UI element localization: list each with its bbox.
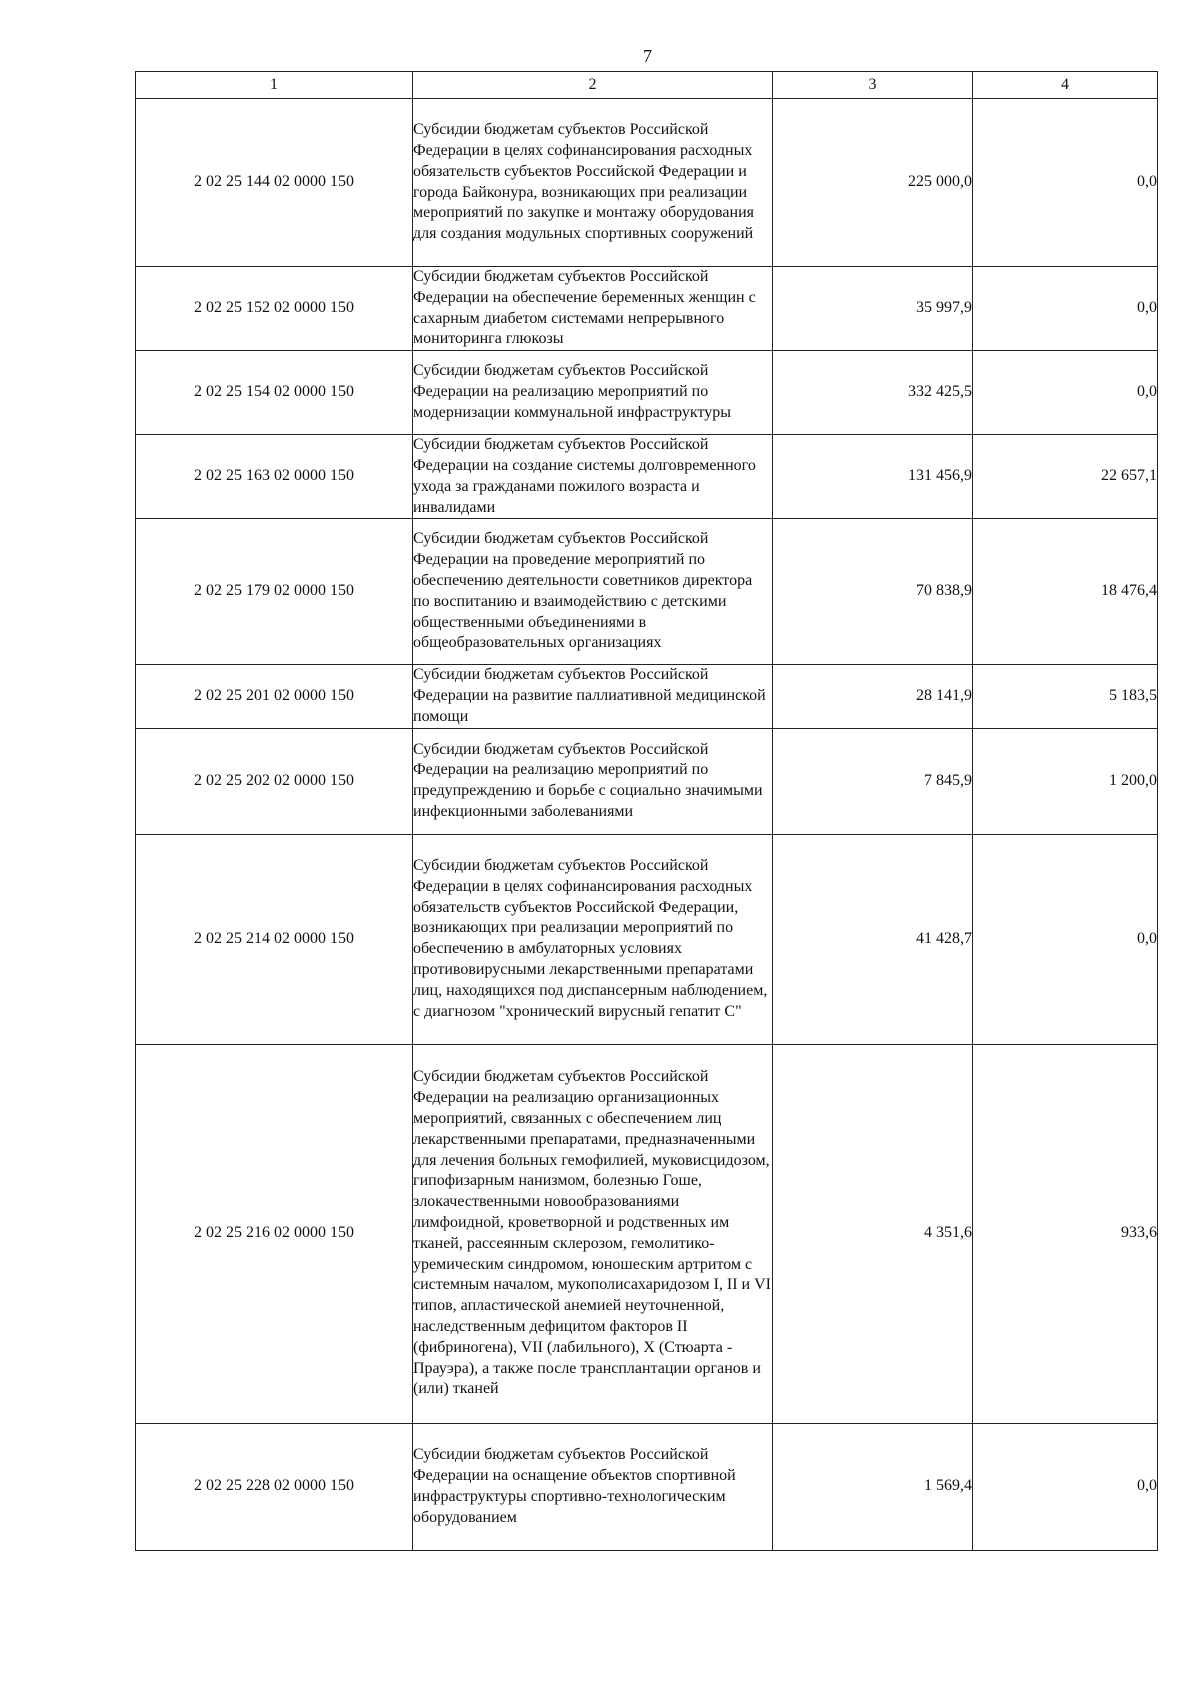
subsidy-description: Субсидии бюджетам субъектов Российской Федерации на реализацию мероприятий по модернизации коммунальной инфраструктуры <box>413 351 773 435</box>
table-row <box>136 99 1158 267</box>
amount-col3: 35 997,9 <box>773 267 973 351</box>
column-header-1: 1 <box>136 72 413 99</box>
amount-col4: 5 183,5 <box>973 665 1158 728</box>
amount-col4: 0,0 <box>973 834 1158 1044</box>
amount-col4: 933,6 <box>973 1044 1158 1423</box>
amount-col3: 7 845,9 <box>773 728 973 834</box>
amount-col4: 0,0 <box>973 99 1158 267</box>
budget-code: 2 02 25 154 02 0000 150 <box>136 351 413 435</box>
amount-col4: 1 200,0 <box>973 728 1158 834</box>
subsidy-description: Субсидии бюджетам субъектов Российской Федерации на создание системы долговременного ухода за гражданами пожилого возраста и инвалидами <box>413 435 773 519</box>
table-row <box>136 728 1158 834</box>
amount-col4: 18 476,4 <box>973 519 1158 665</box>
budget-code: 2 02 25 144 02 0000 150 <box>136 99 413 267</box>
amount-col3: 28 141,9 <box>773 665 973 728</box>
budget-code: 2 02 25 163 02 0000 150 <box>136 435 413 519</box>
budget-code: 2 02 25 201 02 0000 150 <box>136 665 413 728</box>
budget-code: 2 02 25 228 02 0000 150 <box>136 1423 413 1550</box>
column-header-4: 4 <box>973 72 1158 99</box>
subsidy-description: Субсидии бюджетам субъектов Российской Федерации на развитие паллиативной медицинской помощи <box>413 665 773 728</box>
header-row <box>136 72 1158 99</box>
column-header-3: 3 <box>773 72 973 99</box>
subsidy-description: Субсидии бюджетам субъектов Российской Федерации в целях софинансирования расходных обязательств субъектов Российской Федерации и города Байконура, возникающих при реализации мероприятий по закупке и монтажу оборудования для создания модульных спортивных сооружений <box>413 99 773 267</box>
subsidy-description: Субсидии бюджетам субъектов Российской Федерации на реализацию мероприятий по предупреждению и борьбе с социально значимыми инфекционными заболеваниями <box>413 728 773 834</box>
amount-col4: 0,0 <box>973 1423 1158 1550</box>
budget-code: 2 02 25 214 02 0000 150 <box>136 834 413 1044</box>
table-row <box>136 351 1158 435</box>
amount-col3: 131 456,9 <box>773 435 973 519</box>
subsidy-description: Субсидии бюджетам субъектов Российской Федерации на обеспечение беременных женщин с сахарным диабетом системами непрерывного мониторинга глюкозы <box>413 267 773 351</box>
table-row <box>136 435 1158 519</box>
table-body <box>136 99 1158 1551</box>
amount-col3: 70 838,9 <box>773 519 973 665</box>
budget-code: 2 02 25 152 02 0000 150 <box>136 267 413 351</box>
budget-code: 2 02 25 216 02 0000 150 <box>136 1044 413 1423</box>
subsidy-description: Субсидии бюджетам субъектов Российской Федерации на реализацию организационных мероприятий, связанных с обеспечением лиц лекарственными препаратами, предназначенными для лечения больных гемофилией, муковисцидозом, гипофизарным нанизмом, болезнью Гоше, злокачественными новообразованиями лимфоидной, кроветворной и родственных им тканей, рассеянным склерозом, гемолитико-уремическим синдромом, юношеским артритом с системным началом, мукополисахаридозом I, II и VI типов, апластической анемией неуточненной, наследственным дефицитом факторов II (фибриногена), VII (лабильного), X (Стюарта - Прауэра), а также после трансплантации органов и (или) тканей <box>413 1044 773 1423</box>
amount-col3: 1 569,4 <box>773 1423 973 1550</box>
table-row <box>136 1044 1158 1423</box>
amount-col4: 0,0 <box>973 351 1158 435</box>
column-header-2: 2 <box>413 72 773 99</box>
budget-code: 2 02 25 202 02 0000 150 <box>136 728 413 834</box>
budget-table <box>135 71 1158 1551</box>
amount-col4: 22 657,1 <box>973 435 1158 519</box>
amount-col3: 41 428,7 <box>773 834 973 1044</box>
subsidy-description: Субсидии бюджетам субъектов Российской Федерации на проведение мероприятий по обеспечению деятельности советников директора по воспитанию и взаимодействию с детскими общественными объединениями в общеобразовательных организациях <box>413 519 773 665</box>
budget-code: 2 02 25 179 02 0000 150 <box>136 519 413 665</box>
table-row <box>136 1423 1158 1550</box>
table-header <box>136 72 1158 99</box>
table-row <box>136 834 1158 1044</box>
amount-col3: 4 351,6 <box>773 1044 973 1423</box>
amount-col4: 0,0 <box>973 267 1158 351</box>
table-row <box>136 665 1158 728</box>
amount-col3: 225 000,0 <box>773 99 973 267</box>
amount-col3: 332 425,5 <box>773 351 973 435</box>
page-number: 7 <box>643 46 652 66</box>
subsidy-description: Субсидии бюджетам субъектов Российской Федерации в целях софинансирования расходных обязательств субъектов Российской Федерации, возникающих при реализации мероприятий по обеспечению в амбулаторных условиях противовирусными лекарственными препаратами лиц, находящихся под диспансерным наблюдением, с диагнозом "хронический вирусный гепатит С" <box>413 834 773 1044</box>
table-row <box>136 519 1158 665</box>
subsidy-description: Субсидии бюджетам субъектов Российской Федерации на оснащение объектов спортивной инфраструктуры спортивно-технологическим оборудованием <box>413 1423 773 1550</box>
table-row <box>136 267 1158 351</box>
